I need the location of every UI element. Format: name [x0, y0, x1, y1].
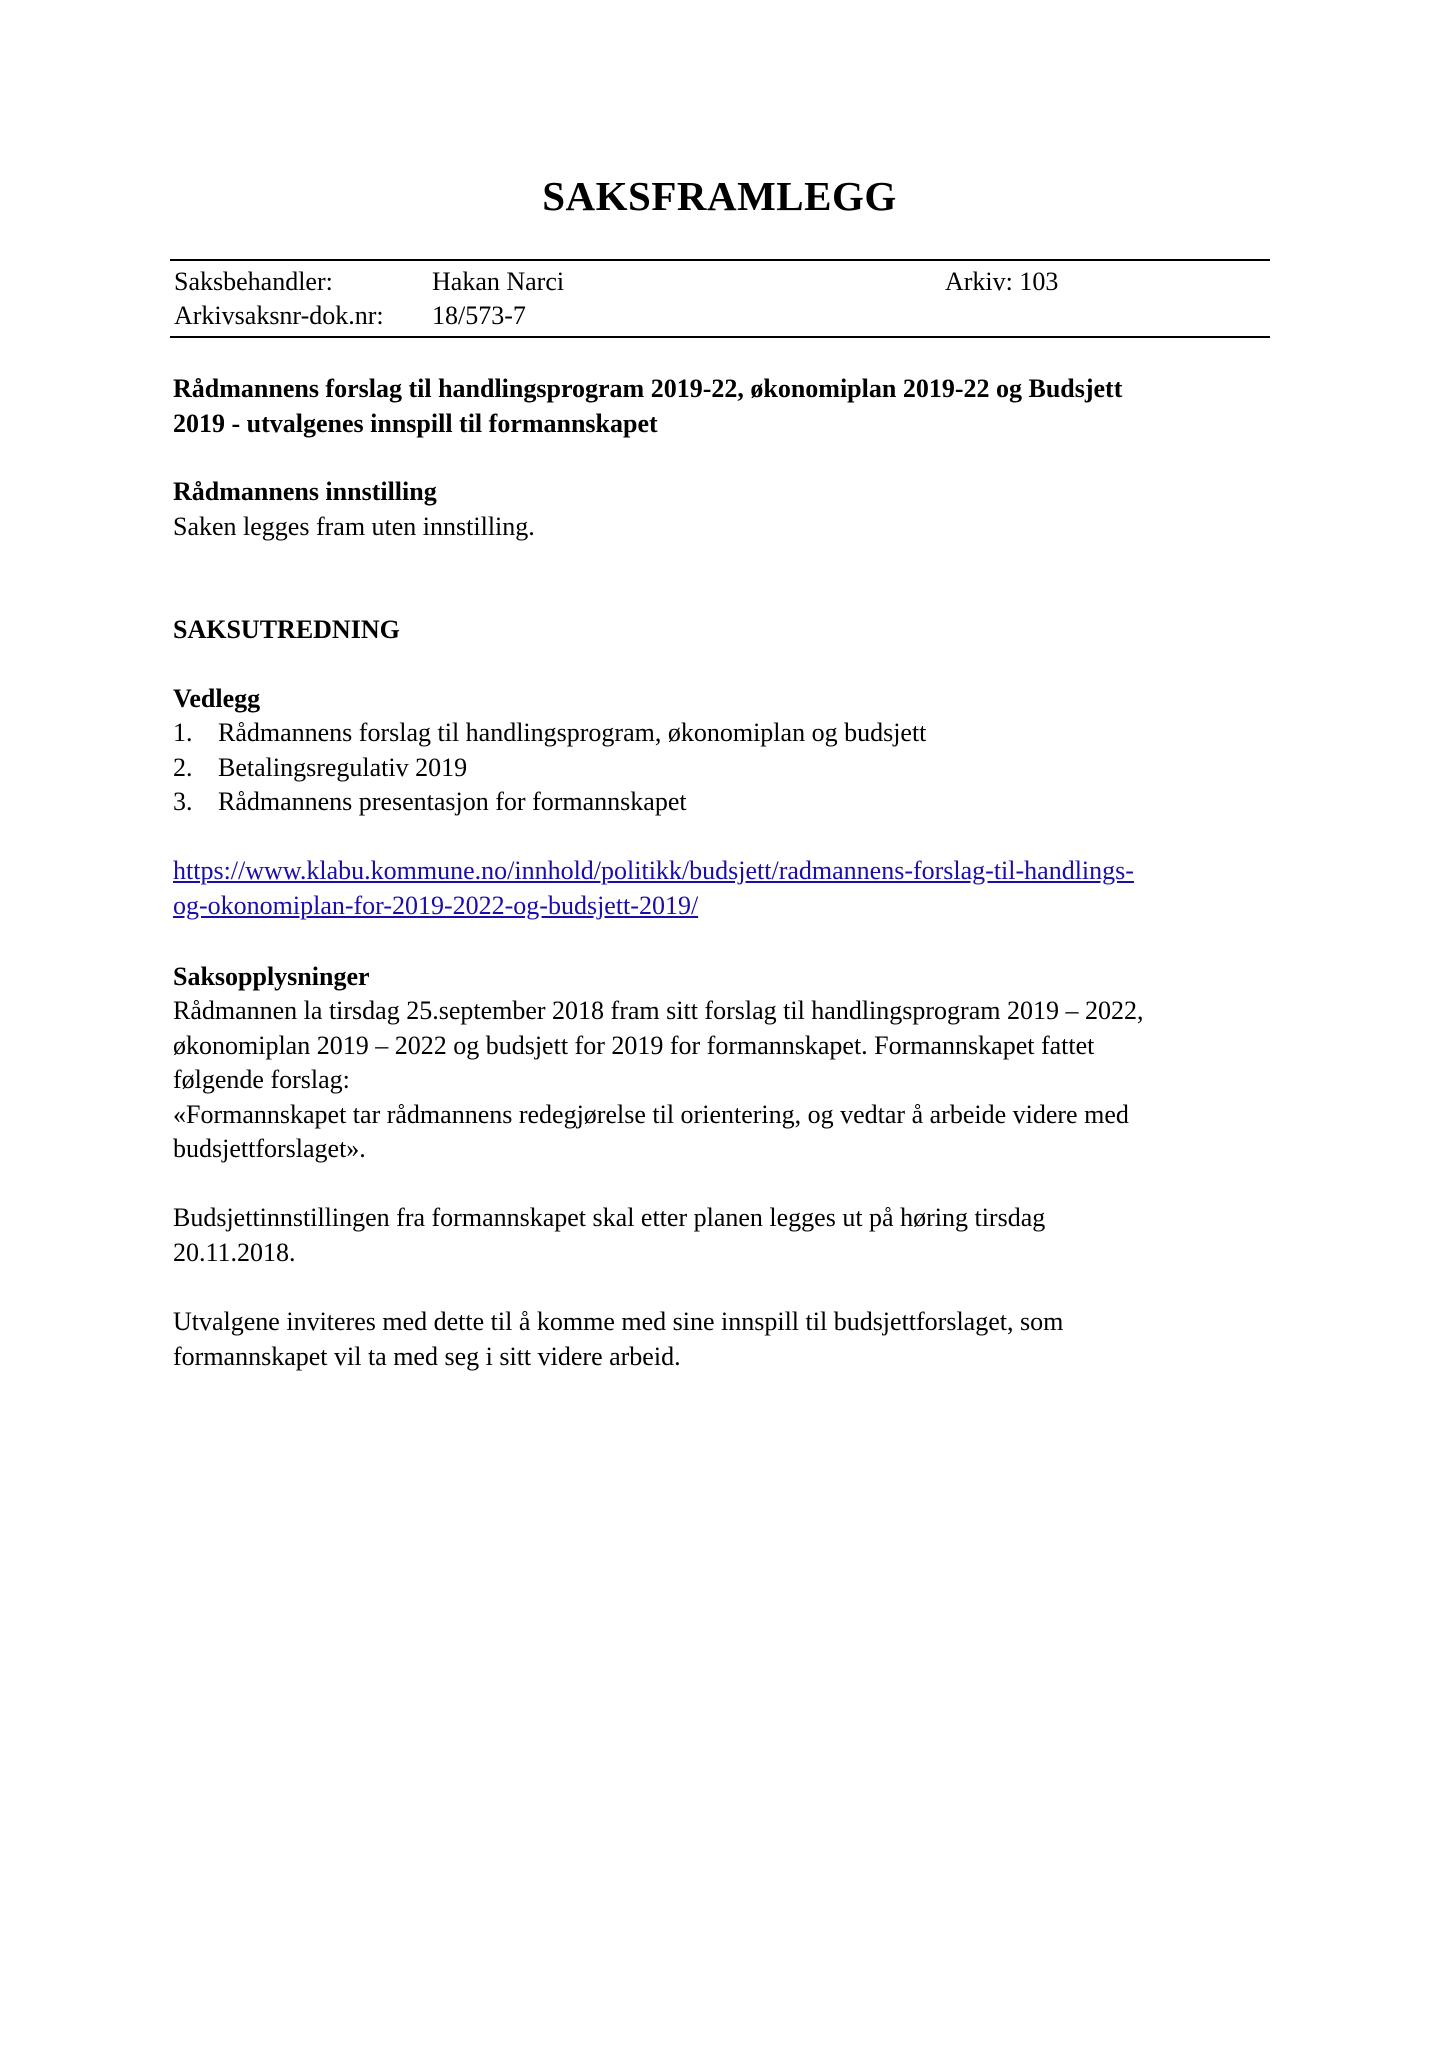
case-number-value: 18/573-7	[432, 301, 526, 330]
section-heading: SAKSUTREDNING	[173, 615, 400, 644]
paragraph-line: følgende forslag:	[173, 1065, 350, 1094]
budget-link-line[interactable]: https://www.klabu.kommune.no/innhold/politikk/budsjett/radmannens-forslag-til-handlings-	[173, 856, 1134, 885]
list-item	[173, 751, 926, 786]
list-item-number: 1.	[173, 718, 193, 747]
attachments-list	[173, 716, 926, 820]
case-metadata-box	[170, 259, 1270, 338]
case-number-label: Arkivsaksnr-dok.nr:	[174, 301, 384, 330]
list-item	[173, 716, 926, 751]
info-paragraph-2	[173, 1201, 1273, 1270]
budget-link-line[interactable]: og-okonomiplan-for-2019-2022-og-budsjett-2019/	[173, 890, 699, 920]
paragraph-line: økonomiplan 2019 – 2022 og budsjett for 2019 for formannskapet. Formannskapet fattet	[173, 1030, 1095, 1060]
paragraph-line: Budsjettinnstillingen fra formannskapet skal etter planen legges ut på høring tirsdag	[173, 1203, 1046, 1232]
paragraph-line: Rådmannen la tirsdag 25.september 2018 fram sitt forslag til handlingsprogram 2019 – 2022,	[173, 996, 1144, 1025]
subject-line: 2019 - utvalgenes innspill til formannskapet	[173, 408, 658, 438]
recommendation-text: Saken legges fram uten innstilling.	[173, 512, 535, 541]
paragraph-line: formannskapet vil ta med seg i sitt videre arbeid.	[173, 1341, 681, 1371]
recommendation-heading: Rådmannens innstilling	[173, 477, 437, 506]
list-item-text: Rådmannens presentasjon for formannskapet	[218, 787, 687, 816]
archive-code: Arkiv: 103	[945, 267, 1059, 296]
list-item-text: Betalingsregulativ 2019	[218, 752, 468, 782]
document-title: SAKSFRAMLEGG	[542, 173, 897, 219]
paragraph-line: Utvalgene inviteres med dette til å komme med sine innspill til budsjettforslaget, som	[173, 1307, 1064, 1336]
handler-value: Hakan Narci	[432, 267, 565, 296]
paragraph-line: 20.11.2018.	[173, 1237, 296, 1267]
list-item	[173, 785, 926, 820]
info-heading: Saksopplysninger	[173, 962, 370, 991]
list-item-number: 2.	[173, 752, 193, 782]
paragraph-line: budsjettforslaget».	[173, 1134, 366, 1163]
info-paragraph-3	[173, 1305, 1273, 1374]
case-subject	[173, 372, 1273, 441]
handler-label: Saksbehandler:	[174, 267, 333, 296]
list-item-number: 3.	[173, 787, 193, 816]
budget-link[interactable]	[173, 854, 1134, 923]
subject-line: Rådmannens forslag til handlingsprogram 2019-22, økonomiplan 2019-22 og Budsjett	[173, 374, 1123, 403]
list-item-text: Rådmannens forslag til handlingsprogram, økonomiplan og budsjett	[218, 718, 927, 747]
attachments-heading: Vedlegg	[173, 684, 261, 713]
info-paragraph-1	[173, 994, 1273, 1167]
paragraph-line: «Formannskapet tar rådmannens redegjørelse til orientering, og vedtar å arbeide videre med	[173, 1099, 1129, 1129]
